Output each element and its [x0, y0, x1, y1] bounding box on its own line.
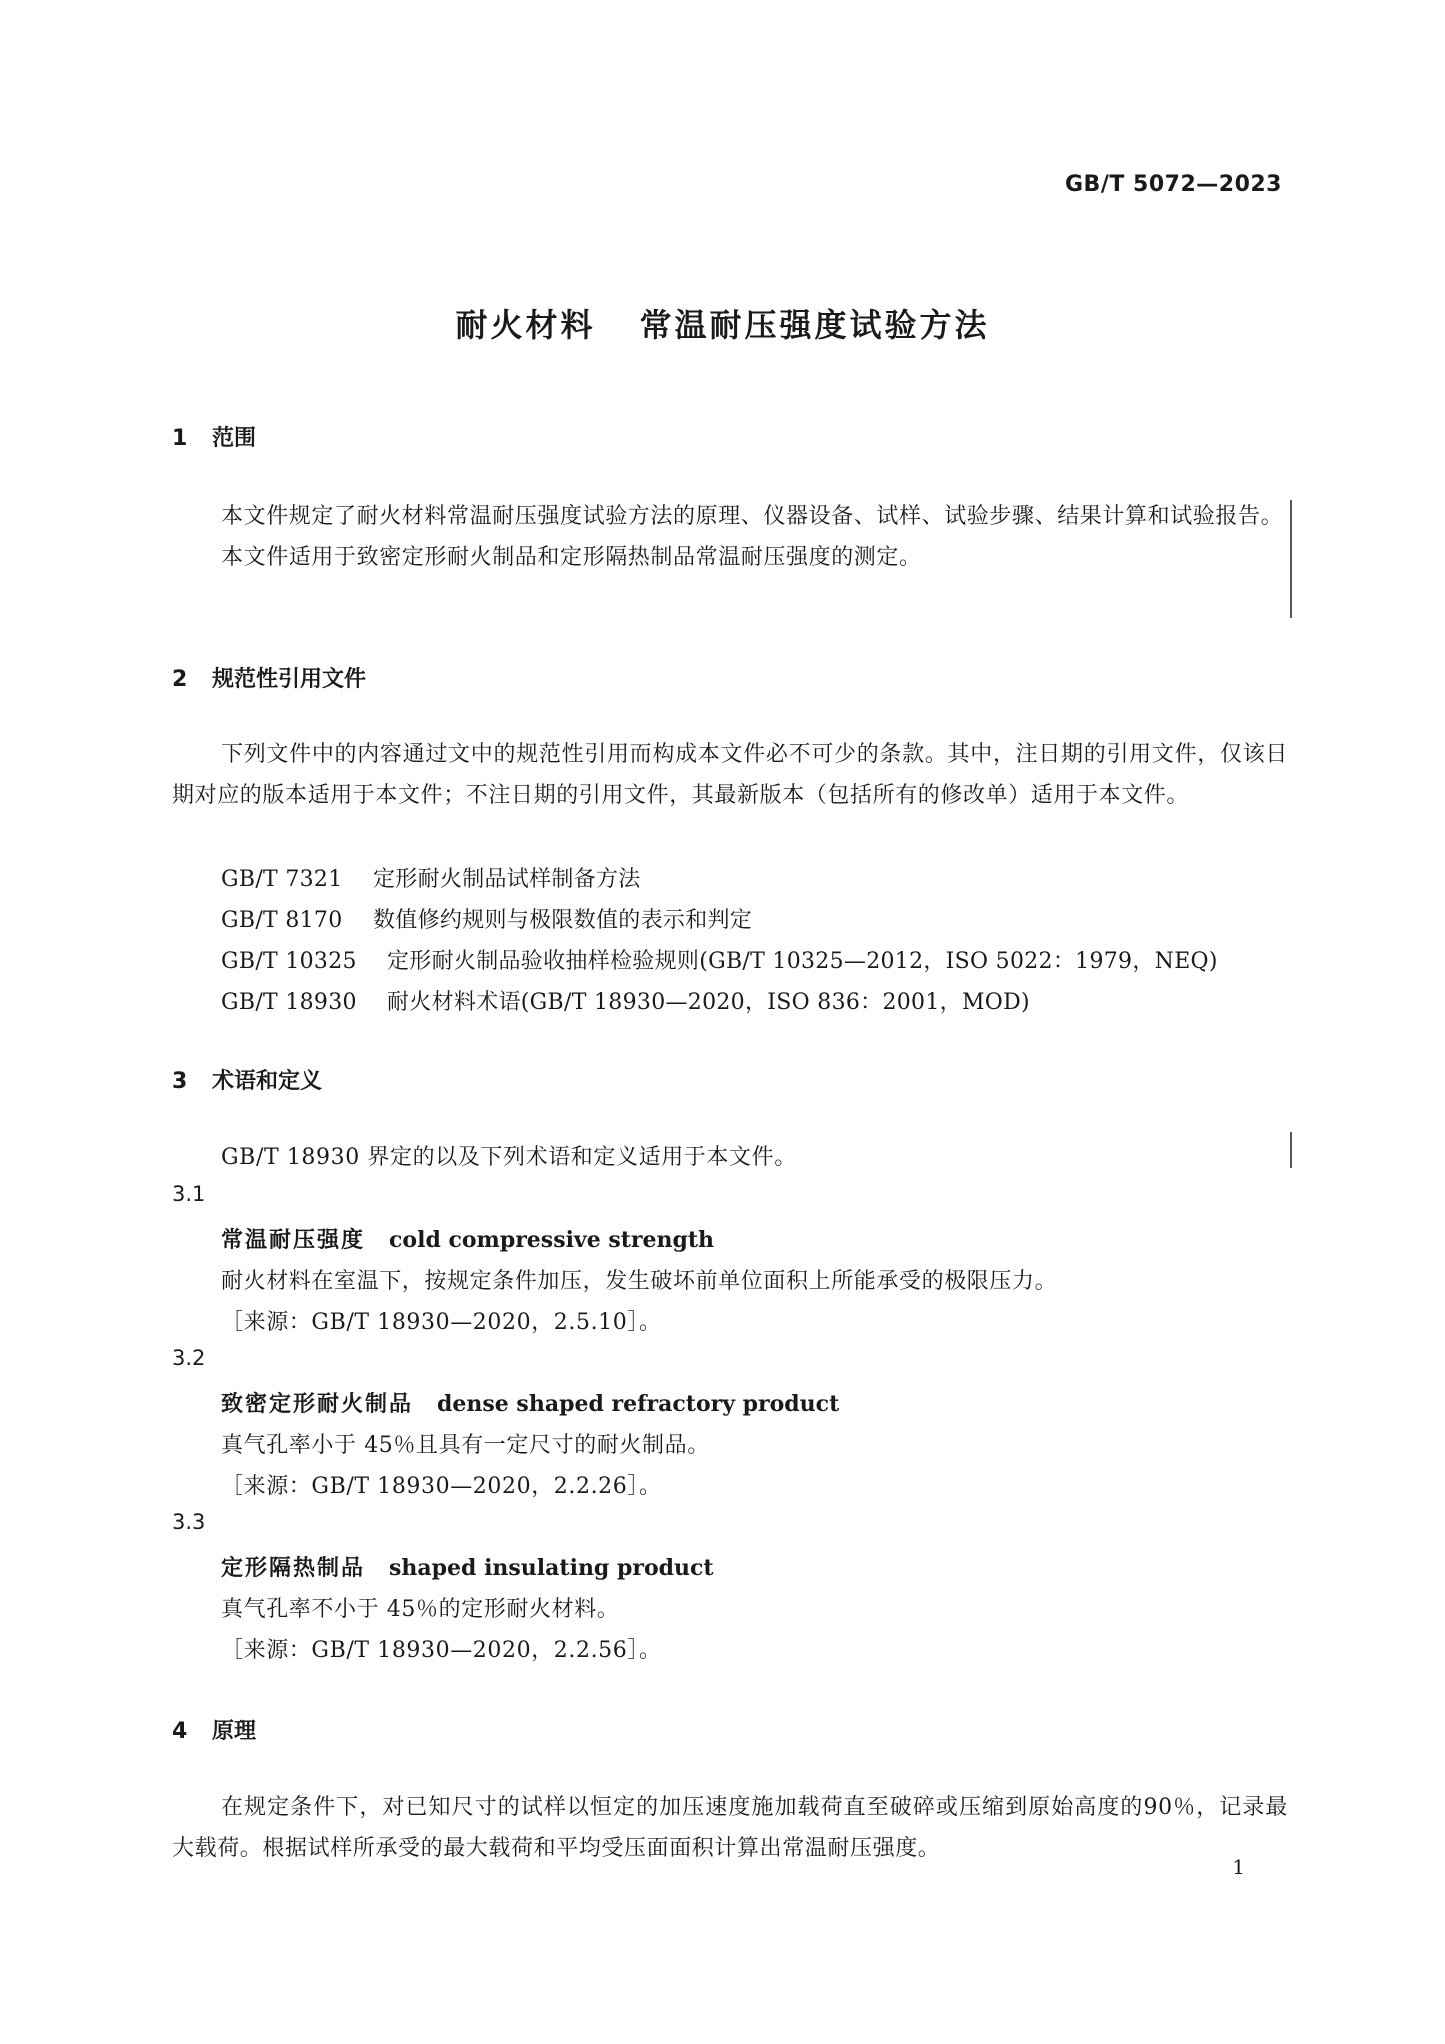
section-1-body	[172, 496, 1288, 578]
section-title: 原理	[212, 1719, 257, 1744]
term-name-en: cold compressive strength	[389, 1227, 715, 1253]
term-name-zh: 定形隔热制品	[221, 1556, 366, 1581]
section-1-heading	[172, 421, 256, 452]
section-2-intro	[172, 734, 1288, 816]
term-name-en: dense shaped refractory product	[437, 1391, 840, 1417]
reference-item	[221, 903, 752, 934]
section-number: 1	[172, 426, 188, 451]
section-title: 范围	[212, 426, 257, 451]
section-number: 4	[172, 1719, 188, 1744]
reference-title: 定形耐火制品验收抽样检验规则(GB/T 10325—2012，ISO 5022：1979，NEQ)	[387, 949, 1218, 974]
standard-code: GB/T 5072—2023	[1065, 172, 1282, 197]
change-bar	[1290, 1132, 1292, 1168]
reference-item	[221, 944, 1218, 975]
term-name	[221, 1551, 714, 1582]
reference-title: 耐火材料术语(GB/T 18930—2020，ISO 836：2001，MOD)	[387, 990, 1030, 1015]
section-2-heading	[172, 662, 366, 693]
section-3-intro: GB/T 18930 界定的以及下列术语和定义适用于本文件。	[221, 1145, 797, 1170]
term-number: 3.1	[172, 1182, 206, 1206]
term-source: ［来源：GB/T 18930—2020，2.2.26］。	[221, 1474, 662, 1499]
page-number: 1	[1232, 1855, 1245, 1879]
section-number: 3	[172, 1069, 188, 1094]
paragraph: 下列文件中的内容通过文中的规范性引用而构成本文件必不可少的条款。其中，注日期的引用文件，仅该日期对应的版本适用于本文件；不注日期的引用文件，其最新版本（包括所有的修改单）适用于本文件。	[172, 742, 1288, 808]
paragraph: 本文件适用于致密定形耐火制品和定形隔热制品常温耐压强度的测定。	[221, 545, 922, 570]
document-title	[0, 300, 1445, 346]
paragraph: 本文件规定了耐火材料常温耐压强度试验方法的原理、仪器设备、试样、试验步骤、结果计算和试验报告。	[221, 504, 1284, 529]
reference-code: GB/T 10325	[221, 949, 357, 974]
term-definition: 真气孔率不小于 45％的定形耐火材料。	[221, 1597, 620, 1622]
reference-code: GB/T 18930	[221, 990, 357, 1015]
term-name	[221, 1223, 714, 1254]
section-number: 2	[172, 667, 188, 692]
term-definition: 耐火材料在室温下，按规定条件加压，发生破坏前单位面积上所能承受的极限压力。	[221, 1269, 1058, 1294]
term-definition: 真气孔率小于 45％且具有一定尺寸的耐火制品。	[221, 1433, 710, 1458]
section-3-heading	[172, 1064, 322, 1095]
term-name-en: shaped insulating product	[389, 1555, 714, 1581]
reference-code: GB/T 8170	[221, 908, 343, 933]
term-number: 3.2	[172, 1346, 206, 1370]
term-number: 3.3	[172, 1510, 206, 1534]
section-title: 术语和定义	[212, 1069, 323, 1094]
reference-code: GB/T 7321	[221, 867, 343, 892]
paragraph: 在规定条件下，对已知尺寸的试样以恒定的加压速度施加载荷直至破碎或压缩到原始高度的90％，记录最大载荷。根据试样所承受的最大载荷和平均受压面面积计算出常温耐压强度。	[172, 1795, 1288, 1861]
term-name-zh: 致密定形耐火制品	[221, 1392, 414, 1417]
reference-title: 定形耐火制品试样制备方法	[373, 867, 641, 892]
term-name-zh: 常温耐压强度	[221, 1228, 366, 1253]
reference-item	[221, 862, 641, 893]
term-name	[221, 1387, 839, 1418]
change-bar	[1290, 500, 1292, 618]
reference-title: 数值修约规则与极限数值的表示和判定	[373, 908, 753, 933]
section-4-heading	[172, 1714, 256, 1745]
title-part-1: 耐火材料	[455, 306, 596, 344]
section-4-body	[172, 1787, 1288, 1869]
title-part-2: 常温耐压强度试验方法	[639, 306, 990, 344]
reference-item	[221, 985, 1030, 1016]
term-source: ［来源：GB/T 18930—2020，2.2.56］。	[221, 1638, 662, 1663]
term-source: ［来源：GB/T 18930—2020，2.5.10］。	[221, 1310, 662, 1335]
section-title: 规范性引用文件	[212, 667, 367, 692]
